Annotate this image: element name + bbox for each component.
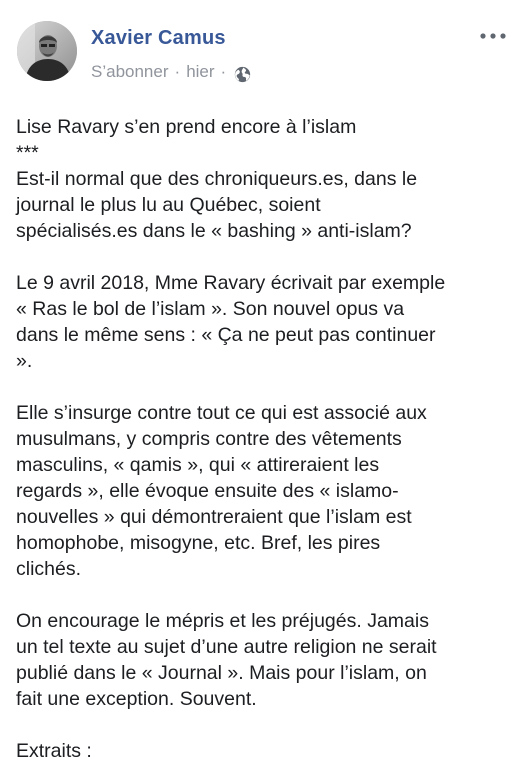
post-text-line: musulmans, y compris contre des vêtements <box>16 428 402 450</box>
post-text-line: fait une exception. Souvent. <box>16 688 257 710</box>
post-text-line: un tel texte au sujet d’une autre religion ne serait <box>16 636 437 658</box>
post-body <box>16 114 516 764</box>
meta-separator: · <box>174 61 181 81</box>
post-text-line: journal le plus lu au Québec, soient <box>16 194 321 216</box>
more-options-icon[interactable] <box>478 26 508 46</box>
post-meta <box>91 60 251 83</box>
post-text-line: spécialisés.es dans le « bashing » anti-islam? <box>16 220 412 242</box>
post-text-line: publié dans le « Journal ». Mais pour l’islam, on <box>16 662 427 684</box>
post-text-line: dans le même sens : « Ça ne peut pas continuer <box>16 324 436 346</box>
author-name[interactable]: Xavier Camus <box>91 27 226 49</box>
post-text-line: Extraits : <box>16 740 92 762</box>
post-text-line: masculins, « qamis », qui « attireraient les <box>16 454 380 476</box>
paragraph-gap <box>16 712 516 738</box>
globe-icon[interactable] <box>234 66 251 83</box>
post-text-line: Le 9 avril 2018, Mme Ravary écrivait par exemple <box>16 272 446 294</box>
post-text-line: ». <box>16 350 33 372</box>
author-avatar[interactable] <box>17 21 77 81</box>
post-text-line: clichés. <box>16 558 82 580</box>
paragraph-gap <box>16 244 516 270</box>
post-text-line: Lise Ravary s’en prend encore à l’islam <box>16 116 357 138</box>
paragraph-gap <box>16 374 516 400</box>
post-text-line: Est-il normal que des chroniqueurs.es, dans le <box>16 168 418 190</box>
post-paragraph <box>16 114 516 244</box>
post-text-line: On encourage le mépris et les préjugés. Jamais <box>16 610 429 632</box>
post-time[interactable]: hier <box>186 61 215 81</box>
post-paragraph <box>16 608 516 712</box>
paragraph-gap <box>16 582 516 608</box>
post-text-line: homophobe, misogyne, etc. Bref, les pires <box>16 532 381 554</box>
follow-link[interactable]: S’abonner <box>91 61 169 81</box>
meta-separator-2: · <box>220 61 227 81</box>
post-text-line: *** <box>16 142 39 164</box>
avatar-photo <box>17 21 77 81</box>
post-text-line: Elle s’insurge contre tout ce qui est associé aux <box>16 402 427 424</box>
post-text-line: « Ras le bol de l’islam ». Son nouvel opus va <box>16 298 405 320</box>
post-paragraph <box>16 270 516 374</box>
post-paragraph <box>16 400 516 582</box>
post-text-line: regards », elle évoque ensuite des « islamo- <box>16 480 399 502</box>
post-text-line: nouvelles » qui démontreraient que l’islam est <box>16 506 412 528</box>
post-paragraph <box>16 738 516 764</box>
